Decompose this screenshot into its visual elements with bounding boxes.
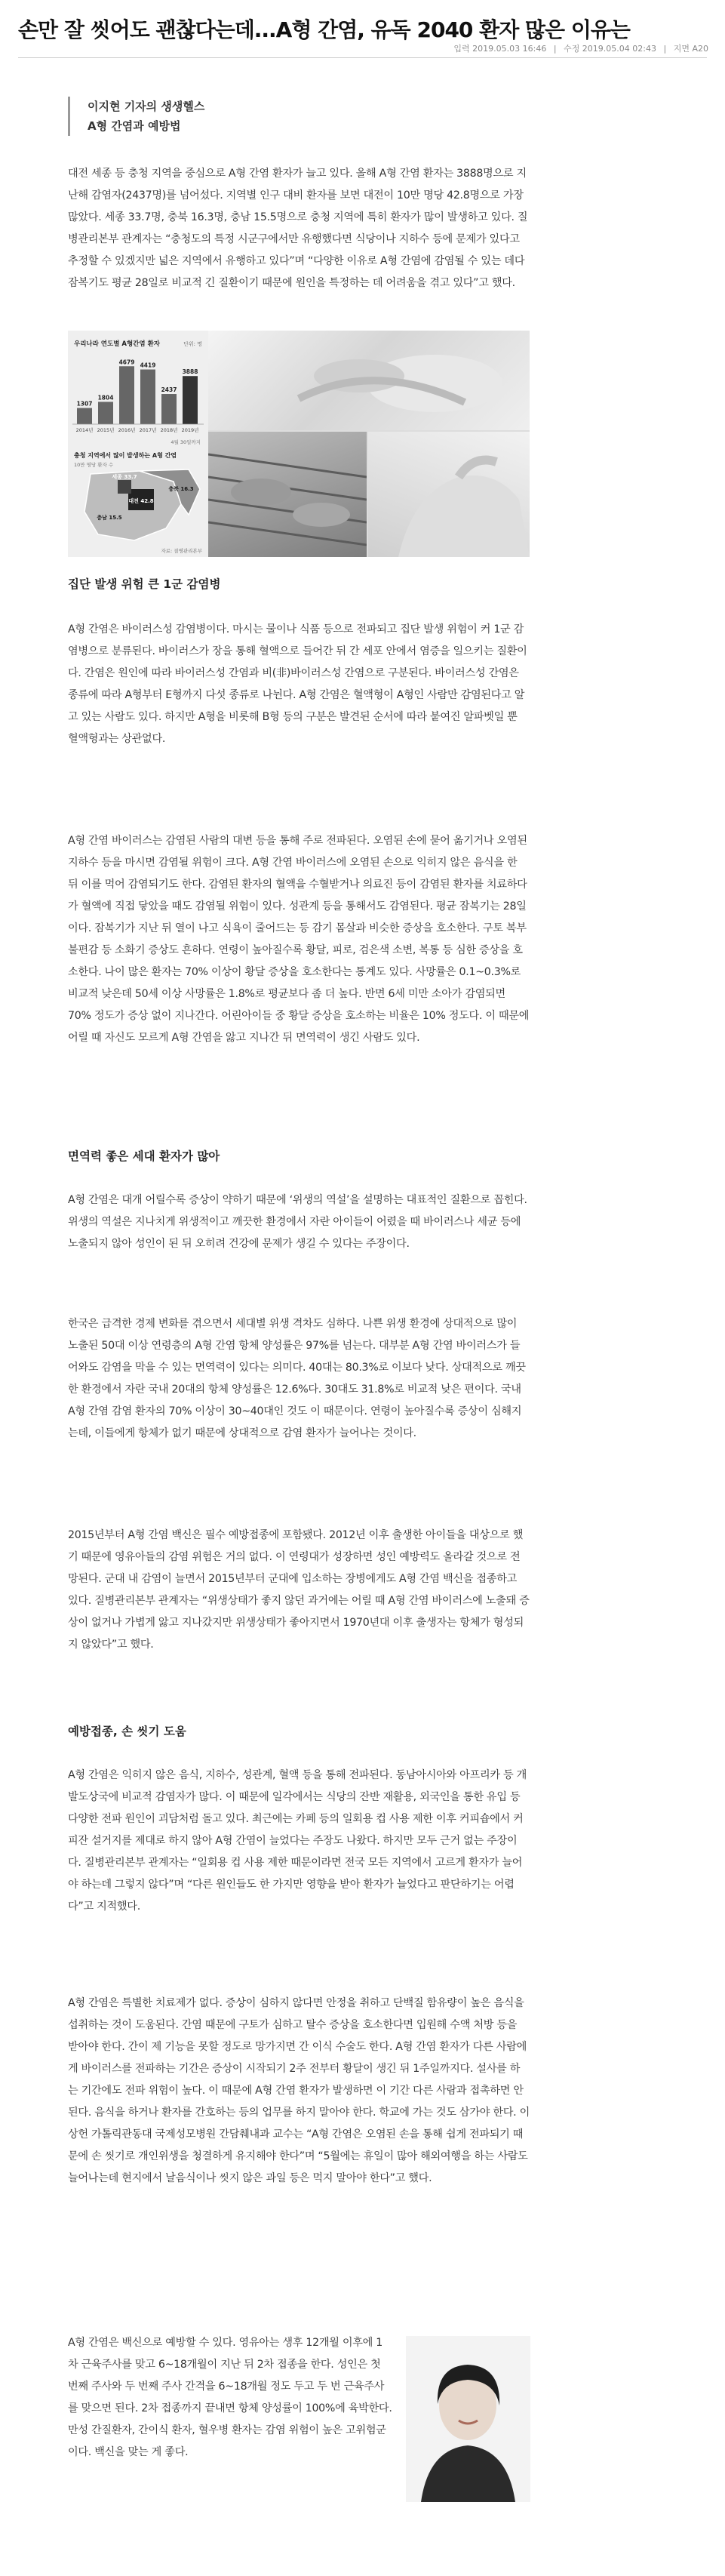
section2-p3-block bbox=[68, 1525, 530, 1656]
section2-p2-block bbox=[68, 1313, 530, 1445]
x-tick-label: 2017년 bbox=[139, 427, 157, 433]
bar-value-label: 4419 bbox=[140, 362, 156, 369]
map-sejong-shape bbox=[118, 480, 131, 494]
hand-closeup-photo bbox=[368, 432, 530, 557]
bar-value-label: 1307 bbox=[76, 400, 93, 408]
section1-paragraph-2: A형 간염 바이러스는 감염된 사람의 대변 등을 통해 주로 전파된다. 오염된 손에 묻어 옮기거나 오염된 지하수 등을 마시면 감염될 위험이 크다. A형 간염 바이러스에 오염된 손으로 익히지 않은 음식을 한 뒤 이를 먹어 감염되기도 한다. 감염된 환자의 혈액을 수혈받거나 의료진 등이 감염된 환자를 치료하다가 혈액에 직접 닿았을 때도 감염될 위험이 있다. 성관계 등을 통해서도 감염된다. 평균 잠복기는 28일이다. 잠복기가 지난 뒤 열이 나고 식욕이 줄어드는 등 감기 몸살과 비슷한 증상을 호소한다. 구토 복부불편감 등 소화기 증상도 흔하다. 연령이 높아질수록 황달, 피로, 검은색 소변, 복통 등 심한 증상을 호소한다. 나이 많은 환자는 70% 이상이 황달 증상을 호소한다는 통계도 있다. 사망률은 0.1~0.3%로 비교적 낮은데 50세 이상 사망률은 1.8%로 평균보다 좀 더 높다. 반면 6세 미만 소아가 감염되면 70% 정도가 증상 없이 지나간다. 어린아이들 중 황달 증상을 호소하는 비율은 10% 정도다. 이 때문에 어릴 때 자신도 모르게 A형 간염을 앓고 지나간 뒤 면역력이 생긴 사람도 있다. bbox=[68, 835, 530, 1044]
section2-paragraph-3: 2015년부터 A형 간염 백신은 필수 예방접종에 포함됐다. 2012년 이후 출생한 아이들을 대상으로 했기 때문에 영유아들의 감염 위험은 거의 없다. 이 연령대가 성장하면 성인 예방력도 올라갈 것으로 전망된다. 군대 내 감염이 늘면서 2015년부터 군대에 입소하는 장병에게도 A형 간염 백신을 접종하고 있다. 질병관리본부 관계자는 “위생상태가 좋지 않던 과거에는 어릴 때 A형 간염 바이러스에 노출돼 증상이 없거나 가볍게 앓고 지나갔지만 위생상태가 좋아지면서 1970년대 이후 출생자는 항체가 형성되지 않았다”고 했다. bbox=[68, 1529, 530, 1651]
section3-paragraph-2: A형 간염은 특별한 치료제가 없다. 증상이 심하지 않다면 안정을 취하고 단백질 함유량이 높은 음식을 섭취하는 것이 도움된다. 간염 때문에 구토가 심하고 탈수 증상을 호소한다면 입원해 수액 처방 등을 받아야 한다. 간이 제 기능을 못할 정도로 망가지면 간 이식 수술도 한다. A형 간염 환자가 다른 사람에게 바이러스를 전파하는 기간은 증상이 시작되기 2주 전부터 황달이 생긴 뒤 1주일까지다. 설사를 하는 기간에도 전파 위험이 높다. 이 때문에 A형 간염 환자가 발생하면 이 기간 다른 사람과 접촉하면 안 된다. 음식을 하거나 환자를 간호하는 등의 업무를 하지 말아야 한다. 학교에 가는 것도 삼가야 한다. 이상헌 가톨릭관동대 국제성모병원 간담췌내과 교수는 “A형 간염은 오염된 손을 통해 쉽게 전파되기 때문에 손 씻기로 개인위생을 청결하게 유지해야 한다”며 “5월에는 휴일이 많아 해외여행을 하는 사람도 늘어나는데 현지에서 날음식이나 씻지 않은 과일 등은 먹지 말아야 한다”고 했다. bbox=[68, 1997, 530, 2184]
article-title: 손만 잘 씻어도 괜찮다는데...A형 간염, 유독 2040 환자 많은 이유는 bbox=[18, 17, 630, 42]
x-tick-label: 2015년 bbox=[97, 427, 115, 433]
bar-value-label: 3888 bbox=[182, 368, 198, 376]
bar-2016년 bbox=[119, 366, 134, 424]
column-topic: A형 간염과 예방법 bbox=[88, 119, 181, 133]
bar-2015년 bbox=[98, 402, 113, 424]
section3-p2-block bbox=[68, 1993, 530, 2190]
section3-heading: 예방접종, 손 씻기 도움 bbox=[68, 1725, 186, 1738]
lead-paragraph: 대전 세종 등 충청 지역을 중심으로 A형 간염 환자가 늘고 있다. 올해 A형 간염 환자는 3888명으로 지난해 감염자(2437명)를 넘어섰다. 지역별 인구 대비 환자를 보면 대전이 10만 명당 42.8명으로 가장 많았다. 세종 33.7명, 충북 16.3명, 충남 15.5명으로 충청 지역에 특히 환자가 많이 발생하고 있다. 질병관리본부 관계자는 “충청도의 특정 시군구에서만 유행했다면 식당이나 지하수 등에 문제가 있다고 추정할 수 있겠지만 넓은 지역에서 유행하고 있다”며 “다양한 이유로 A형 간염에 감염될 수 있는 데다 잠복기도 평균 28일로 비교적 긴 질환이기 때문에 원인을 특정하는 데 어려움을 겪고 있다”고 했다. bbox=[68, 168, 528, 289]
bar-2017년 bbox=[140, 370, 155, 424]
section3-p3-block bbox=[68, 2332, 392, 2464]
chart-source: 자료: 질병관리본부 bbox=[161, 548, 202, 554]
chart-unit: 단위: 명 bbox=[183, 341, 202, 347]
grill-food-photo bbox=[208, 432, 367, 557]
region-label: 대전 42.8 bbox=[128, 498, 154, 504]
section3-paragraph-3: A형 간염은 백신으로 예방할 수 있다. 영유아는 생후 12개월 이후에 1차 근육주사를 맞고 6~18개월이 지난 뒤 2차 접종을 한다. 성인은 첫 번째 주사와 두 번째 주사 간격을 6~18개월 정도 두고 두 번 근육주사를 맞으면 된다. 2차 접종까지 끝내면 항체 양성률이 100%에 육박한다. 만성 간질환자, 간이식 환자, 혈우병 환자는 감염 위험이 높은 고위험군이다. 백신을 맞는 게 좋다. bbox=[68, 2337, 392, 2458]
region-label: 충북 16.3 bbox=[168, 486, 194, 492]
section1-p1-block bbox=[68, 619, 530, 750]
bar-2014년 bbox=[77, 408, 92, 424]
bar-value-label: 2437 bbox=[161, 386, 177, 394]
section2-paragraph-1: A형 간염은 대개 어릴수록 증상이 약하기 때문에 ‘위생의 역설’을 설명하는 대표적인 질환으로 꼽힌다. 위생의 역설은 지나치게 위생적이고 깨끗한 환경에서 자란 아이들이 어렸을 때 바이러스나 세균 등에 노출되지 않아 성인이 된 뒤 오히려 건강에 문제가 생길 수 있다는 주장이다. bbox=[68, 1194, 527, 1250]
section2 bbox=[68, 1147, 530, 1164]
chart-note: 4월 30일까지 bbox=[170, 439, 201, 445]
page-number: 지면 A20 bbox=[673, 44, 708, 54]
bar-2018년 bbox=[161, 394, 177, 424]
section3-paragraph-1: A형 간염은 익히지 않은 음식, 지하수, 성관계, 혈액 등을 통해 전파된다. 동남아시아와 아프리카 등 개발도상국에 비교적 감염자가 많다. 이 때문에 일각에서는 식당의 잔반 재활용, 외국인을 통한 유입 등 다양한 전파 원인이 괴담처럼 돌고 있다. 최근에는 카페 등의 일회용 컵 사용 제한 이후 커피숍에서 커피잔 설거지를 제대로 하지 않아 A형 간염이 늘었다는 주장도 나왔다. 하지만 모두 근거 없는 주장이다. 질병관리본부 관계자는 “일회용 컵 사용 제한 때문이라면 전국 모든 지역에서 고르게 환자가 늘어야 하는데 그렇지 않다”며 “다른 원인들도 한 가지만 영향을 받아 환자가 늘었다고 판단하기는 어렵다”고 지적했다. bbox=[68, 1769, 527, 1913]
bar-value-label: 4679 bbox=[118, 359, 135, 366]
region-label: 세종 33.7 bbox=[112, 474, 137, 480]
map-title: 충청 지역에서 많이 발생하는 A형 간염 bbox=[74, 452, 177, 459]
section1-heading: 집단 발생 위험 큰 1군 감염병 bbox=[68, 577, 221, 591]
region-label: 충남 15.5 bbox=[97, 515, 122, 521]
section1-p2-block bbox=[68, 830, 530, 1049]
bar-value-label: 1804 bbox=[97, 394, 114, 402]
x-tick-label: 2014년 bbox=[75, 427, 94, 433]
hands-washing-photo bbox=[208, 331, 530, 430]
title-divider bbox=[18, 57, 707, 58]
photo-collage bbox=[208, 331, 530, 557]
map-note: 10만 명당 환자 수 bbox=[74, 462, 114, 468]
section3-p1-block bbox=[68, 1765, 530, 1918]
input-date: 입력 2019.05.03 16:46 bbox=[453, 44, 547, 54]
x-tick-label: 2019년 bbox=[181, 427, 199, 433]
x-tick-label: 2016년 bbox=[118, 427, 136, 433]
x-tick-label: 2018년 bbox=[160, 427, 178, 433]
section2-heading: 면역력 좋은 세대 환자가 많아 bbox=[68, 1150, 220, 1163]
author-portrait bbox=[406, 2336, 530, 2502]
byline bbox=[68, 97, 530, 136]
article-meta: 입력 2019.05.03 16:46 | 수정 2019.05.04 02:43 | 지면 A20 bbox=[453, 44, 708, 54]
column-name: 이지현 기자의 생생헬스 bbox=[88, 100, 205, 113]
lead-block bbox=[68, 163, 530, 294]
infographic-chart bbox=[68, 331, 208, 557]
chart-title: 우리나라 연도별 A형간염 환자 bbox=[74, 340, 160, 348]
bar-2019년 bbox=[183, 376, 198, 424]
section1 bbox=[68, 575, 530, 592]
section2-paragraph-2: 한국은 급격한 경제 변화를 겪으면서 세대별 위생 격차도 심하다. 나쁜 위생 환경에 상대적으로 많이 노출된 50대 이상 연령층의 A형 간염 항체 양성률은 97%를 넘는다. 대부분 A형 간염 바이러스가 들어와도 감염을 막을 수 있는 면역력이 있다는 의미다. 40대는 80.3%로 이보다 낮다. 상대적으로 깨끗한 환경에서 자란 국내 20대의 항체 양성률은 12.6%다. 30대도 31.8%로 비교적 낮은 편이다. 국내 A형 간염 감염 환자의 70% 이상이 30~40대인 것도 이 때문이다. 연령이 높아질수록 증상이 심해지는데, 이들에게 항체가 없기 때문에 상대적으로 감염 환자가 늘어나는 것이다. bbox=[68, 1318, 526, 1439]
section3 bbox=[68, 1722, 530, 1739]
modified-date: 수정 2019.05.04 02:43 bbox=[564, 44, 656, 54]
section1-paragraph-1: A형 간염은 바이러스성 감염병이다. 마시는 물이나 식품 등으로 전파되고 집단 발생 위험이 커 1군 감염병으로 분류된다. 바이러스가 장을 통해 혈액으로 들어간 뒤 간 세포 안에서 염증을 일으키는 질환이다. 간염은 원인에 따라 바이러스성 간염과 비(非)바이러스성 간염으로 구분된다. 바이러스성 간염은 종류에 따라 A형부터 E형까지 다섯 종류로 나뉜다. A형 간염은 혈액형이 A형인 사람만 감염된다고 알고 있는 사람도 있다. 하지만 A형을 비롯해 B형 등의 구분은 발견된 순서에 따라 붙여진 알파벳일 뿐 혈액형과는 상관없다. bbox=[68, 623, 527, 745]
section2-p1-block bbox=[68, 1190, 530, 1255]
